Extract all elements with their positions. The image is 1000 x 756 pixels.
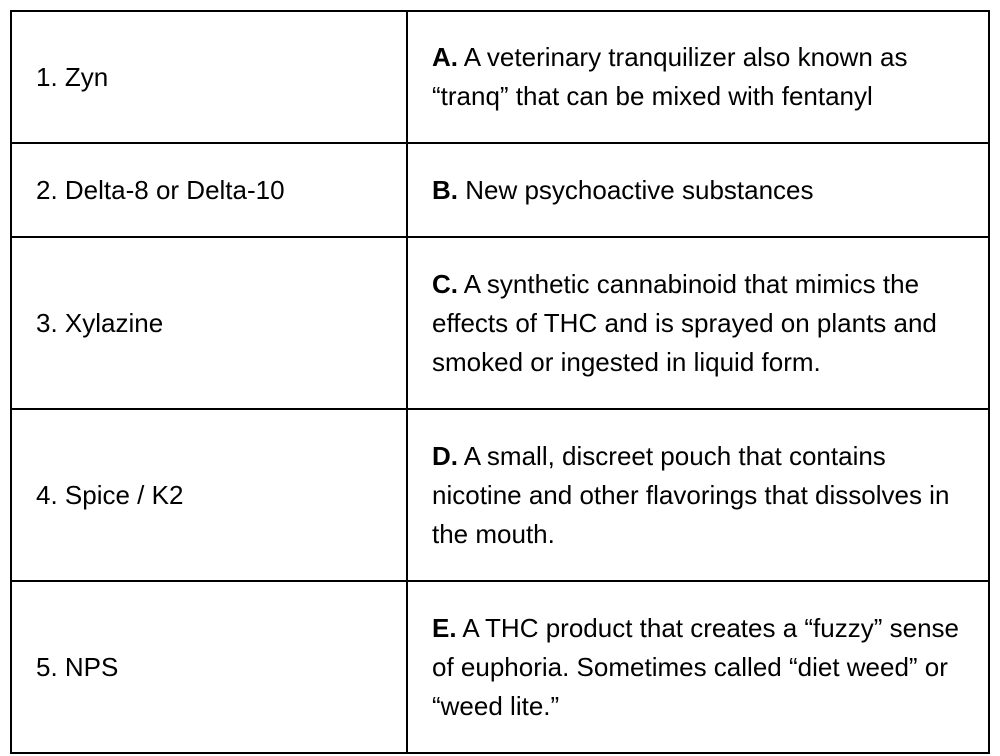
term-cell [11, 237, 407, 409]
table-row [11, 581, 989, 753]
definition-letter: E. [432, 612, 457, 643]
term-label: 2. Delta-8 or Delta-10 [36, 174, 285, 205]
term-label: 4. Spice / K2 [36, 479, 184, 510]
matching-table [10, 10, 990, 754]
definition-letter: A. [432, 42, 458, 72]
table-row [11, 237, 989, 409]
term-cell [11, 581, 407, 753]
definition-letter: D. [432, 440, 458, 471]
definition-text: A veterinary tranquilizer also known as “tranq” that can be mixed with fentanyl [432, 42, 908, 111]
definition-cell [407, 143, 989, 237]
term-cell [11, 409, 407, 581]
table-row [11, 409, 989, 581]
term-label: 3. Xylazine [36, 307, 164, 338]
definition-text: A synthetic cannabinoid that mimics the effects of THC and is sprayed on plants and smoked or ingested in liquid form. [432, 268, 937, 377]
term-cell [11, 11, 407, 143]
definition-cell [407, 581, 989, 753]
definition-text: A THC product that creates a “fuzzy” sense of euphoria. Sometimes called “diet weed” or “weed lite.” [432, 612, 960, 721]
definition-cell [407, 237, 989, 409]
table-row [11, 11, 989, 143]
term-cell [11, 143, 407, 237]
term-label: 5. NPS [36, 651, 119, 682]
definition-text: A small, discreet pouch that contains nicotine and other flavorings that dissolves in the mouth. [432, 440, 950, 549]
definition-cell [407, 409, 989, 581]
definition-letter: C. [432, 268, 458, 299]
table-row [11, 143, 989, 237]
term-label: 1. Zyn [36, 61, 109, 92]
definition-text: New psychoactive substances [465, 174, 814, 205]
definition-cell [407, 11, 989, 143]
definition-letter: B. [432, 174, 458, 205]
